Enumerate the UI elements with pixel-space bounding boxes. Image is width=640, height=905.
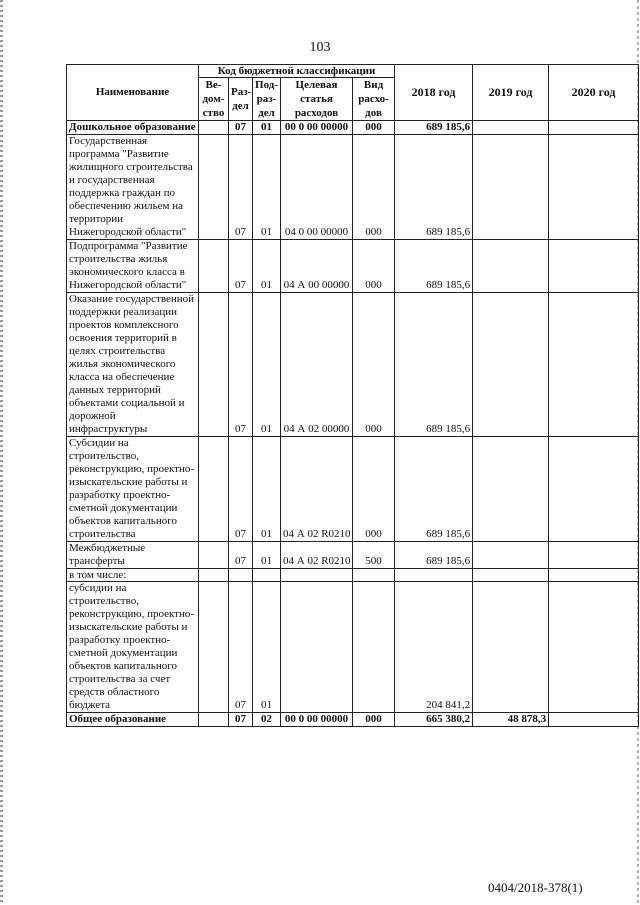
- table-row: [67, 437, 639, 542]
- table-row: [67, 582, 639, 713]
- row-2020: [549, 582, 639, 713]
- row-vid: 000: [353, 713, 395, 727]
- row-celevaya: [281, 569, 353, 582]
- row-2020: [549, 240, 639, 293]
- row-celevaya: 04 А 02 00000: [281, 293, 353, 437]
- row-name: Межбюджетные трансферты: [67, 542, 199, 569]
- table-row: [67, 135, 639, 240]
- row-celevaya: 04 0 00 00000: [281, 135, 353, 240]
- header-year-2018: 2018 год: [395, 65, 473, 121]
- row-vid: [353, 569, 395, 582]
- row-podrazdel: 01: [253, 437, 281, 542]
- header-budget-classification: Код бюджетной классификации: [199, 65, 395, 78]
- row-name: в том числе:: [67, 569, 199, 582]
- row-ved: [199, 542, 229, 569]
- row-podrazdel: 01: [253, 240, 281, 293]
- header-celevaya-statya: Целевая статья расходов: [281, 78, 353, 121]
- row-razdel: 07: [229, 713, 253, 727]
- table-row: [67, 121, 639, 135]
- row-vid: 000: [353, 437, 395, 542]
- row-ved: [199, 437, 229, 542]
- header-podrazdel: Под-раз-дел: [253, 78, 281, 121]
- row-razdel: 07: [229, 121, 253, 135]
- row-podrazdel: 01: [253, 582, 281, 713]
- row-ved: [199, 121, 229, 135]
- row-2020: [549, 121, 639, 135]
- budget-table: [66, 64, 639, 727]
- table-row: [67, 293, 639, 437]
- row-2018: 689 185,6: [395, 542, 473, 569]
- row-vid: 000: [353, 293, 395, 437]
- row-razdel: [229, 569, 253, 582]
- row-vid: 000: [353, 240, 395, 293]
- row-ved: [199, 135, 229, 240]
- row-2018: 689 185,6: [395, 437, 473, 542]
- row-podrazdel: 01: [253, 542, 281, 569]
- row-2019: [473, 437, 549, 542]
- row-name: Субсидии на строительство, реконструкцию, проектно-изыскательские работы и разработку проектно-сметной документации объектов капитального строительства: [67, 437, 199, 542]
- row-podrazdel: 01: [253, 293, 281, 437]
- header-name: Наименование: [67, 65, 199, 121]
- row-2018: 689 185,6: [395, 135, 473, 240]
- row-2019: [473, 582, 549, 713]
- row-2019: [473, 240, 549, 293]
- row-razdel: 07: [229, 135, 253, 240]
- table-row: [67, 542, 639, 569]
- row-2018: [395, 569, 473, 582]
- header-year-2020: 2020 год: [549, 65, 639, 121]
- row-2019: [473, 293, 549, 437]
- row-2018: 689 185,6: [395, 293, 473, 437]
- row-2020: [549, 542, 639, 569]
- row-2020: [549, 437, 639, 542]
- row-celevaya: 00 0 00 00000: [281, 121, 353, 135]
- header-razdel: Раз-дел: [229, 78, 253, 121]
- page-number: 103: [309, 40, 331, 55]
- row-2020: [549, 293, 639, 437]
- row-celevaya: [281, 582, 353, 713]
- row-celevaya: 04 А 02 R0210: [281, 542, 353, 569]
- row-celevaya: 00 0 00 00000: [281, 713, 353, 727]
- table-row: [67, 569, 639, 582]
- header-vid-rashodov: Вид расхо-дов: [353, 78, 395, 121]
- row-razdel: 07: [229, 437, 253, 542]
- row-vid: [353, 582, 395, 713]
- row-ved: [199, 569, 229, 582]
- table-row: [67, 713, 639, 727]
- header-vedomstvo: Ве-дом-ство: [199, 78, 229, 121]
- row-2018: 689 185,6: [395, 240, 473, 293]
- row-razdel: 07: [229, 542, 253, 569]
- row-ved: [199, 293, 229, 437]
- row-razdel: 07: [229, 240, 253, 293]
- document-code: 0404/2018-378(1): [488, 880, 583, 895]
- row-name: Государственная программа "Развитие жилищного строительства и государственная поддержка граждан по обеспечению жильем на территории Нижегородской области": [67, 135, 199, 240]
- row-vid: 500: [353, 542, 395, 569]
- scan-edge-left: [0, 0, 3, 905]
- row-ved: [199, 582, 229, 713]
- row-name: субсидии на строительство, реконструкцию, проектно-изыскательские работы и разработку проектно-сметной документации объектов капитального строительства за счет средств областного бюджета: [67, 582, 199, 713]
- row-name: Подпрограмма "Развитие строительства жилья экономического класса в Нижегородской области": [67, 240, 199, 293]
- row-ved: [199, 240, 229, 293]
- row-2019: [473, 121, 549, 135]
- row-vid: 000: [353, 135, 395, 240]
- row-2019: [473, 135, 549, 240]
- row-vid: 000: [353, 121, 395, 135]
- row-podrazdel: 01: [253, 135, 281, 240]
- row-ved: [199, 713, 229, 727]
- row-name: Оказание государственной поддержки реализации проектов комплексного освоения территорий в целях строительства жилья экономического класса на обеспечение данных территорий объектами социальной и дорожной инфраструктуры: [67, 293, 199, 437]
- row-2018: 689 185,6: [395, 121, 473, 135]
- row-celevaya: 04 А 02 R0210: [281, 437, 353, 542]
- row-podrazdel: 01: [253, 121, 281, 135]
- row-podrazdel: [253, 569, 281, 582]
- row-2019: [473, 542, 549, 569]
- row-2018: 665 380,2: [395, 713, 473, 727]
- row-2020: [549, 713, 639, 727]
- row-2020: [549, 135, 639, 240]
- row-2019: [473, 569, 549, 582]
- row-razdel: 07: [229, 582, 253, 713]
- row-2020: [549, 569, 639, 582]
- table-row: [67, 240, 639, 293]
- header-year-2019: 2019 год: [473, 65, 549, 121]
- row-razdel: 07: [229, 293, 253, 437]
- row-name: Дошкольное образование: [67, 121, 199, 135]
- row-celevaya: 04 А 00 00000: [281, 240, 353, 293]
- row-2018: 204 841,2: [395, 582, 473, 713]
- row-name: Общее образование: [67, 713, 199, 727]
- row-podrazdel: 02: [253, 713, 281, 727]
- row-2019: 48 878,3: [473, 713, 549, 727]
